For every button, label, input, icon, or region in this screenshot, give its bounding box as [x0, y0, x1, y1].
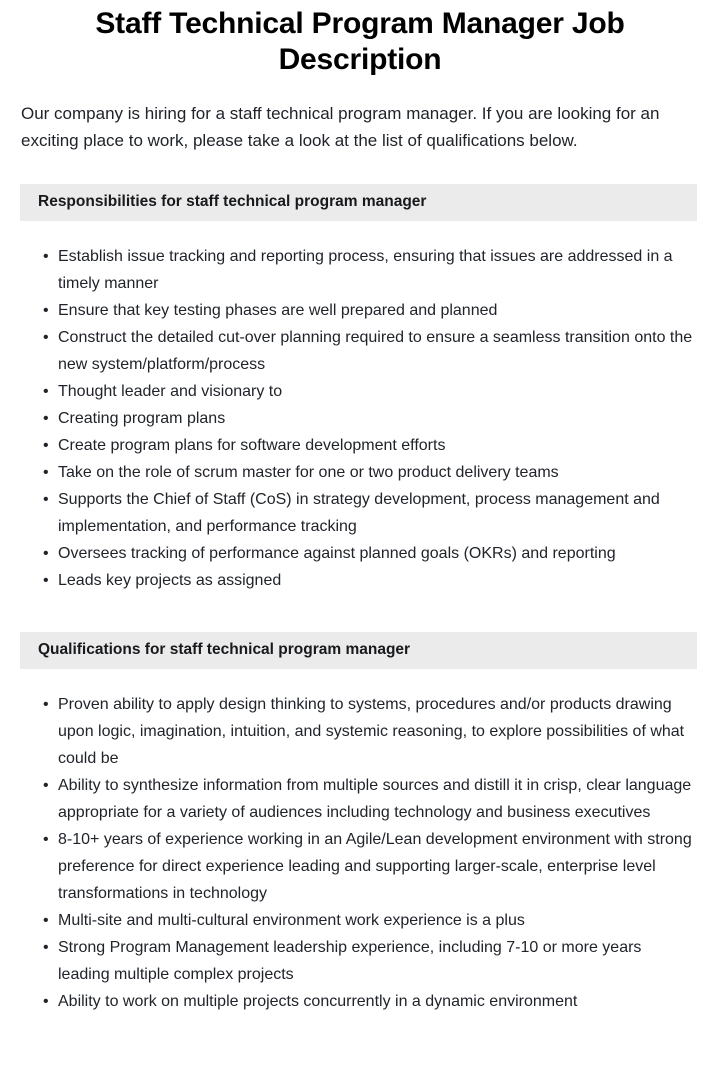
page-bottom-spacer	[0, 1031, 720, 1057]
list-item: • Create program plans for software development efforts	[44, 432, 697, 459]
section	[0, 154, 720, 610]
page-title: Staff Technical Program Manager Job Description	[95, 7, 625, 76]
list-item: • Oversees tracking of performance against planned goals (OKRs) and reporting	[44, 540, 697, 567]
list-bottom-spacer	[0, 594, 720, 610]
list-item: • Strong Program Management leadership experience, including 7-10 or more years leading multiple complex projects	[44, 934, 697, 988]
intro-paragraph: Our company is hiring for a staff technical program manager. If you are looking for an exciting place to work, please take a look at the list of qualifications below.	[21, 104, 660, 150]
list-item: • Ability to work on multiple projects concurrently in a dynamic environment	[44, 988, 697, 1015]
section-spacer	[0, 610, 720, 632]
list-item: • Leads key projects as assigned	[44, 567, 697, 594]
section	[0, 610, 720, 1031]
section-list	[0, 221, 720, 594]
list-item: • 8-10+ years of experience working in an Agile/Lean development environment with strong preference for direct experience leading and supporting larger-scale, enterprise level transformations in technology	[44, 826, 697, 907]
section-heading: Qualifications for staff technical program manager	[20, 632, 697, 669]
list-bottom-spacer	[0, 1015, 720, 1031]
list-item: • Multi-site and multi-cultural environment work experience is a plus	[44, 907, 697, 934]
section-list	[0, 669, 720, 1015]
list-item: • Establish issue tracking and reporting process, ensuring that issues are addressed in a timely manner	[44, 243, 697, 297]
list-item: • Construct the detailed cut-over planning required to ensure a seamless transition onto the new system/platform/process	[44, 324, 697, 378]
section-heading: Responsibilities for staff technical program manager	[20, 184, 697, 221]
section-spacer	[0, 154, 720, 184]
list-item: • Take on the role of scrum master for one or two product delivery teams	[44, 459, 697, 486]
sections-container	[0, 154, 720, 1031]
list-item: • Thought leader and visionary to	[44, 378, 697, 405]
list-item: • Ability to synthesize information from multiple sources and distill it in crisp, clear language appropriate for a variety of audiences including technology and business executives	[44, 772, 697, 826]
list-item: • Ensure that key testing phases are well prepared and planned	[44, 297, 697, 324]
list-item: • Creating program plans	[44, 405, 697, 432]
list-item: • Supports the Chief of Staff (CoS) in strategy development, process management and implementation, and performance tracking	[44, 486, 697, 540]
list-item: • Proven ability to apply design thinking to systems, procedures and/or products drawing upon logic, imagination, intuition, and systemic reasoning, to explore possibilities of what could be	[44, 691, 697, 772]
